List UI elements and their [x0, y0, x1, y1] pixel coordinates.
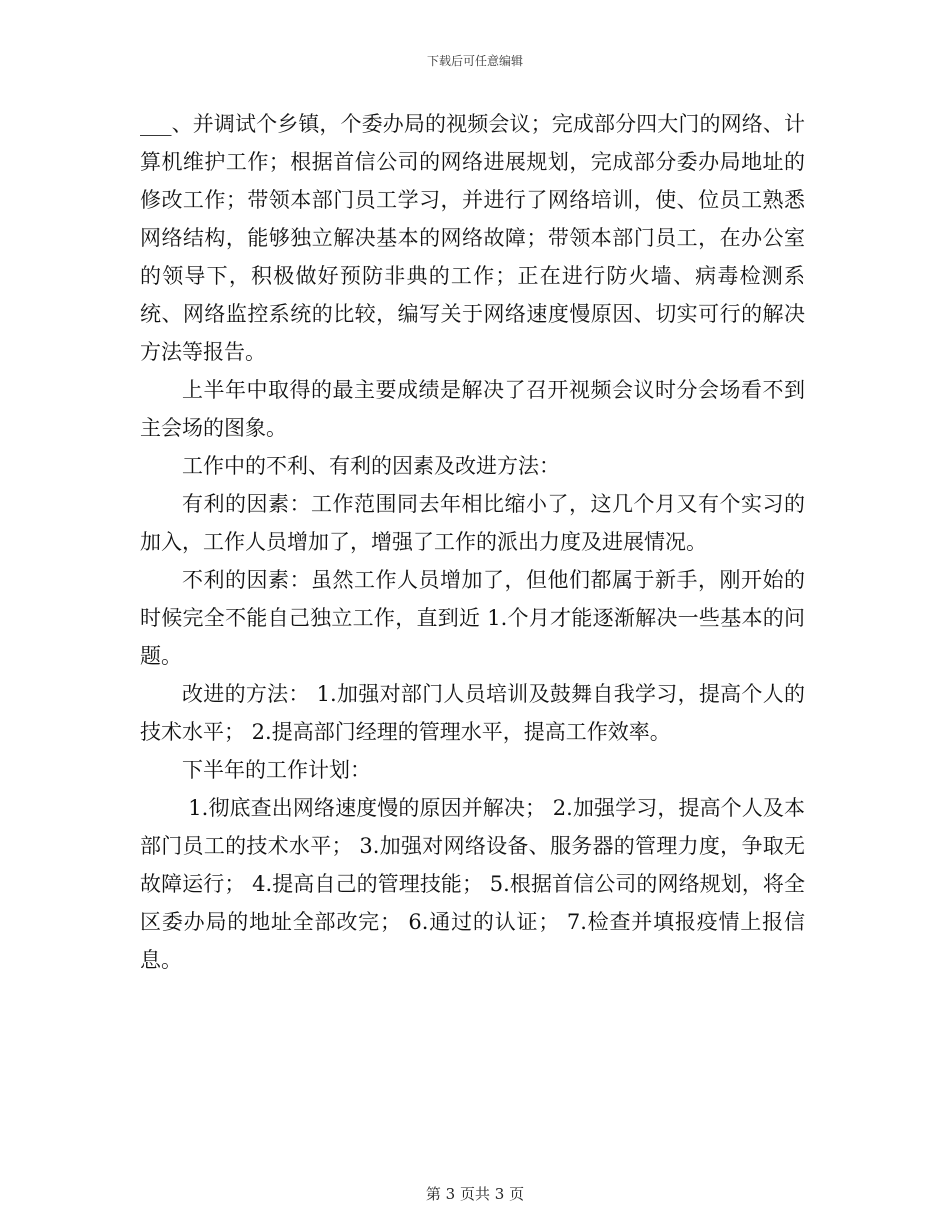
paragraph-work-plan: 1.彻底查出网络速度慢的原因并解决； 2.加强学习，提高个人及本部门员工的技术水平； 3.加强对网络设备、服务器的管理力度，争取无故障运行； 4.提高自己的管理技能； 5.根据首信公司的网络规划，将全区委办局的地址全部改完； 6.通过的认证； 7.检查并填报疫情上报信息。: [140, 796, 805, 972]
paragraph-continuation: ___、并调试个乡镇，个委办局的视频会议；完成部分四大门的网络、计算机维护工作；根据首信公司的网络进展规划，完成部分委办局地址的修改工作；带领本部门员工学习，并进行了网络培训，使、位员工熟悉网络结构，能够独立解决基本的网络故障；带领本部门员工，在办公室的领导下，积极做好预防非典的工作；正在进行防火墙、病毒检测系统、网络监控系统的比较，编写关于网络速度慢原因、切实可行的解决方法等报告。: [140, 112, 805, 364]
document-body: [140, 105, 805, 979]
page-footer: 第 3 页共 3 页: [425, 1185, 525, 1203]
page-header: 下载后可任意编辑: [426, 54, 523, 68]
paragraph-improvement-methods: 改进的方法： 1.加强对部门人员培训及鼓舞自我学习，提高个人的技术水平； 2.提高部门经理的管理水平，提高工作效率。: [140, 682, 805, 744]
paragraph-favorable-factors: 有利的因素：工作范围同去年相比缩小了，这几个月又有个实习的加入，工作人员增加了，增强了工作的派出力度及进展情况。: [140, 492, 805, 554]
section-heading-plan: 下半年的工作计划：: [182, 758, 371, 782]
paragraph-unfavorable-factors: 不利的因素：虽然工作人员增加了，但他们都属于新手，刚开始的时候完全不能自己独立工作，直到近 1.个月才能逐渐解决一些基本的问题。: [140, 568, 805, 668]
section-heading-factors: 工作中的不利、有利的因素及改进方法：: [182, 454, 560, 478]
paragraph-achievement: 上半年中取得的最主要成绩是解决了召开视频会议时分会场看不到主会场的图象。: [140, 378, 805, 440]
